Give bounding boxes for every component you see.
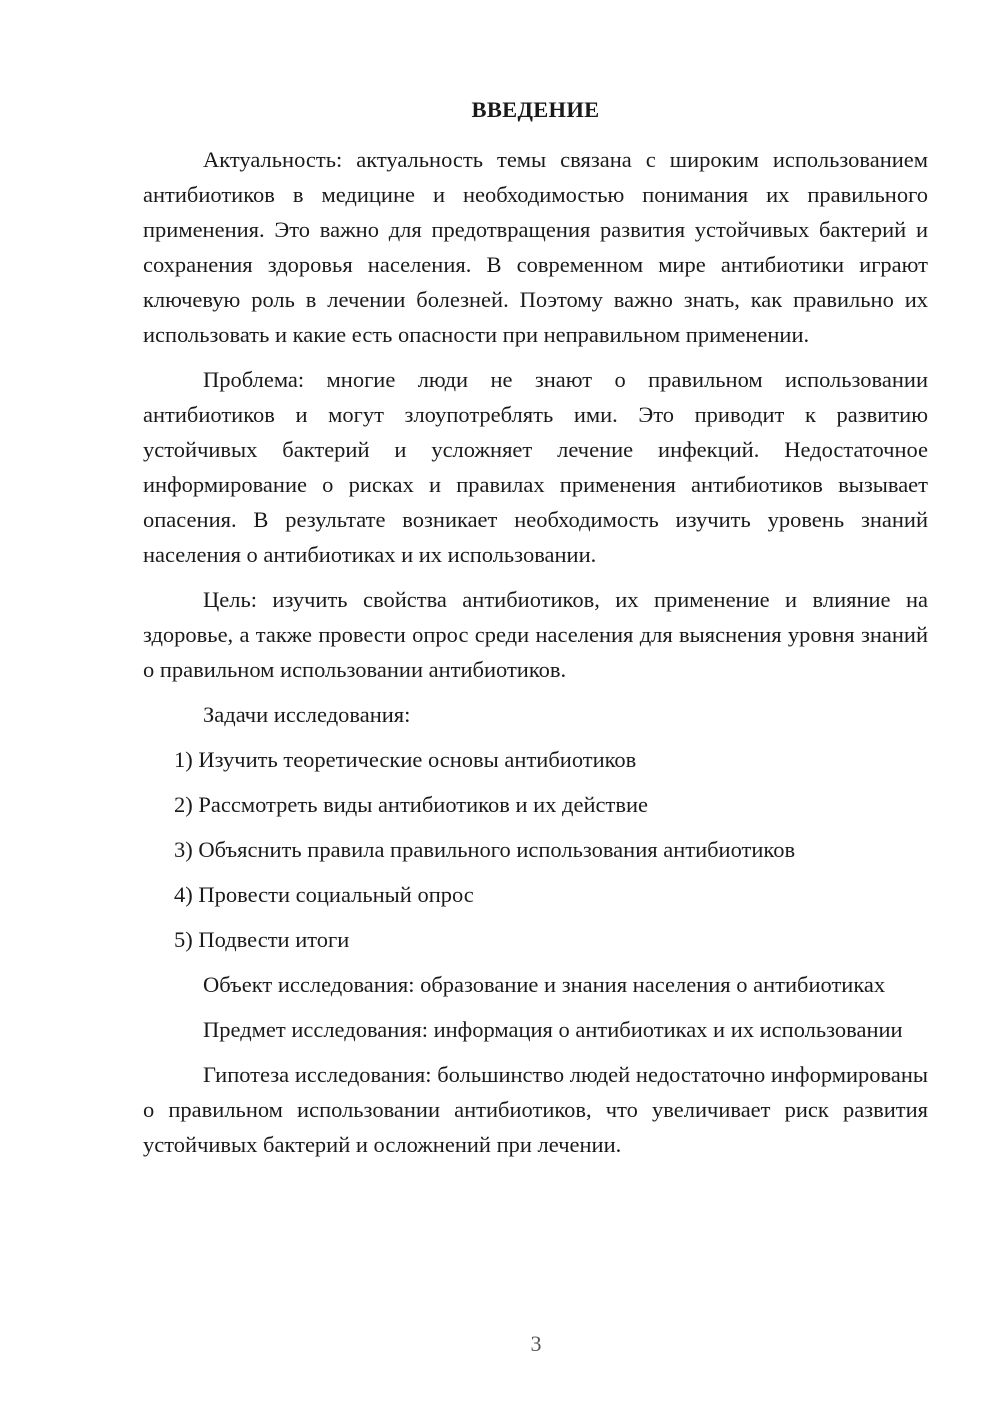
page-content — [143, 92, 928, 1172]
problem-paragraph: Проблема: многие люди не знают о правильном использовании антибиотиков и могут злоупотреблять ими. Это приводит к развитию устойчивых бактерий и усложняет лечение инфекций. Недостаточное информирование о рисках и правилах применения антибиотиков вызывает опасения. В результате возникает необходимость изучить уровень знаний населения о антибиотиках и их использовании. — [143, 367, 928, 567]
task-item-2: 2) Рассмотреть виды антибиотиков и их действие — [174, 792, 648, 817]
page-number: 3 — [530, 1331, 542, 1356]
relevance-paragraph: Актуальность: актуальность темы связана с широким использованием антибиотиков в медицине и необходимостью понимания их правильного применения. Это важно для предотвращения развития устойчивых бактерий и сохранения здоровья населения. В современном мире антибиотики играют ключевую роль в лечении болезней. Поэтому важно знать, как правильно их использовать и какие есть опасности при неправильном применении. — [143, 147, 928, 347]
task-item-5: 5) Подвести итоги — [174, 927, 350, 952]
goal-paragraph: Цель: изучить свойства антибиотиков, их применение и влияние на здоровье, а также провести опрос среди населения для выяснения уровня знаний о правильном использовании антибиотиков. — [143, 587, 928, 682]
tasks-heading: Задачи исследования: — [203, 702, 411, 727]
section-title: ВВЕДЕНИЕ — [471, 97, 600, 122]
hypothesis-paragraph: Гипотеза исследования: большинство людей недостаточно информированы о правильном использовании антибиотиков, что увеличивает риск развития устойчивых бактерий и осложнений при лечении. — [143, 1062, 928, 1157]
tasks-list — [143, 742, 928, 957]
task-item-3: 3) Объяснить правила правильного использования антибиотиков — [174, 837, 796, 862]
task-item-1: 1) Изучить теоретические основы антибиотиков — [174, 747, 637, 772]
subject-paragraph: Предмет исследования: информация о антибиотиках и их использовании — [203, 1017, 903, 1042]
object-paragraph: Объект исследования: образование и знания населения о антибиотиках — [203, 972, 886, 997]
task-item-4: 4) Провести социальный опрос — [174, 882, 474, 907]
